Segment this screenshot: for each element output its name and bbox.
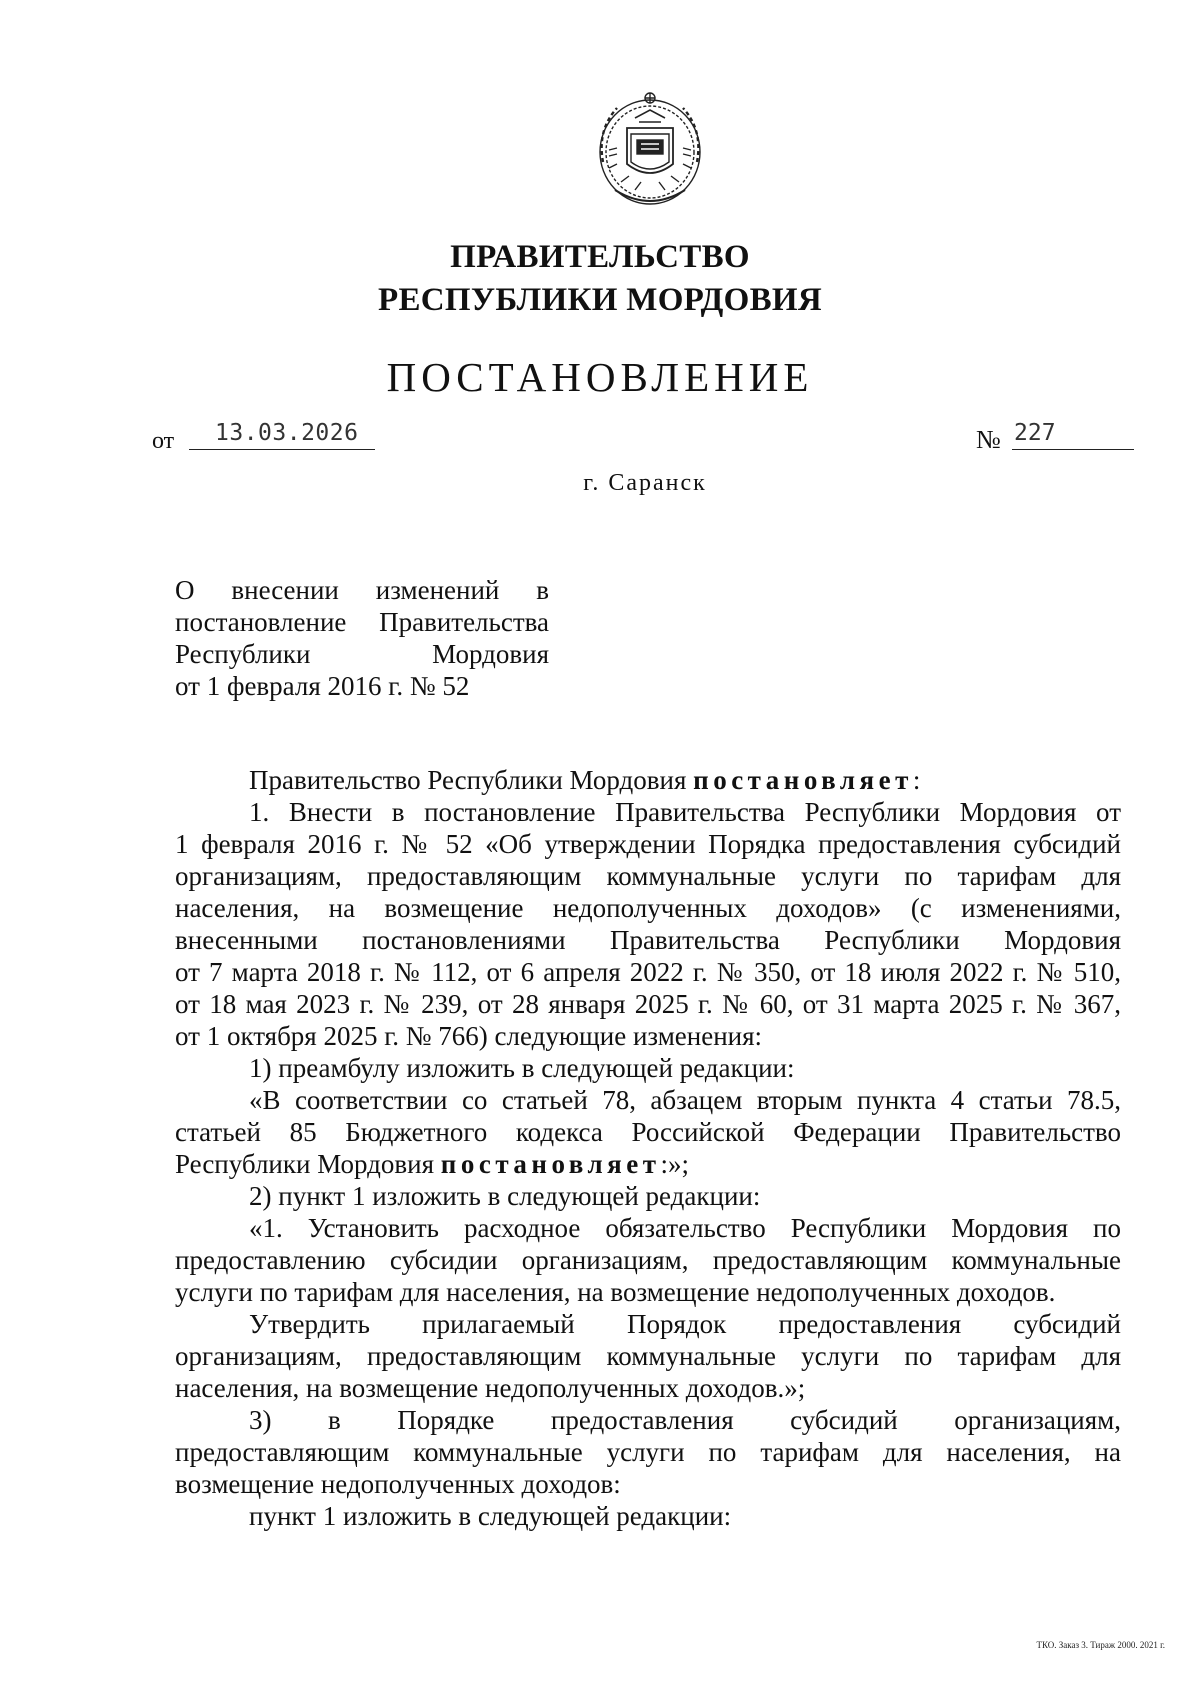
body-line	[175, 764, 1121, 796]
body-line	[175, 1308, 1121, 1340]
emphasized-text: постановляет	[693, 765, 913, 795]
body-line	[175, 1212, 1121, 1244]
body-line	[175, 860, 1121, 892]
body-line	[175, 988, 1121, 1020]
body-text-run: Республики Мордовия	[175, 1149, 441, 1179]
body-line	[175, 1500, 1121, 1532]
body-line	[175, 1148, 1121, 1180]
body-line	[175, 828, 1121, 860]
body-line	[175, 1020, 1121, 1052]
subject-line: постановление Правительства	[175, 607, 549, 637]
body-text-run: пункт 1 изложить в следующей редакции:	[249, 1501, 732, 1531]
body-text-run: от 1 октября 2025 г. № 766) следующие изменения:	[175, 1021, 763, 1051]
document-subject	[175, 574, 549, 702]
date-value: 13.03.2026	[189, 418, 375, 450]
body-line	[175, 924, 1121, 956]
government-title-line1: ПРАВИТЕЛЬСТВО	[450, 239, 750, 275]
body-line	[175, 1404, 1121, 1436]
number-value: 227	[1012, 418, 1134, 450]
body-line	[175, 1116, 1121, 1148]
body-text-run: услуги по тарифам для населения, на возмещение недополученных доходов.	[175, 1277, 1056, 1307]
subject-line: Республики Мордовия	[175, 639, 549, 669]
body-line	[175, 796, 1121, 828]
body-text-run: «В соответствии со статьей 78, абзацем вторым пункта 4 статьи 78.5,	[249, 1085, 1121, 1115]
date-label: от	[152, 428, 175, 454]
body-text-run: организациям, предоставляющим коммунальные услуги по тарифам для	[175, 861, 1121, 891]
body-line	[175, 956, 1121, 988]
body-line	[175, 1436, 1121, 1468]
government-title-line2: РЕСПУБЛИКИ МОРДОВИЯ	[377, 282, 822, 318]
body-text-run: Правительство Республики Мордовия	[249, 765, 694, 795]
body-text-run: возмещение недополученных доходов:	[175, 1469, 621, 1499]
body-text-run: предоставляющим коммунальные услуги по тарифам для населения, на	[175, 1437, 1121, 1467]
body-line	[175, 1340, 1121, 1372]
body-text-run: статьей 85 Бюджетного кодекса Российской Федерации Правительство	[175, 1117, 1121, 1147]
body-text-run: 1 февраля 2016 г. № 52 «Об утверждении Порядка предоставления субсидий	[175, 829, 1121, 859]
body-text-run: населения, на возмещение недополученных доходов.»;	[175, 1373, 806, 1403]
body-text-run: населения, на возмещение недополученных доходов» (с изменениями,	[175, 893, 1121, 923]
coat-of-arms-emblem	[595, 90, 705, 210]
emphasized-text: постановляет	[440, 1149, 661, 1179]
body-line	[175, 1052, 1121, 1084]
body-text-run: 2) пункт 1 изложить в следующей редакции:	[249, 1181, 761, 1211]
body-text-run: от 7 марта 2018 г. № 112, от 6 апреля 2022 г. № 350, от 18 июля 2022 г. № 510,	[175, 957, 1121, 987]
document-body	[175, 764, 1121, 1532]
body-text-run: :»;	[660, 1149, 690, 1179]
body-line	[175, 1468, 1121, 1500]
body-text-run: 1) преамбулу изложить в следующей редакции:	[249, 1053, 795, 1083]
body-text-run: от 18 мая 2023 г. № 239, от 28 января 2025 г. № 60, от 31 марта 2025 г. № 367,	[175, 989, 1121, 1019]
city-name: г. Саранск	[583, 470, 707, 496]
subject-line: О внесении изменений в	[175, 575, 549, 605]
body-text-run: 1. Внести в постановление Правительства Республики Мордовия от	[249, 797, 1121, 827]
number-label: №	[976, 425, 1001, 454]
document-type-title: ПОСТАНОВЛЕНИЕ	[386, 354, 814, 400]
print-footer: ТКО. Заказ 3. Тираж 2000. 2021 г.	[1036, 1640, 1165, 1650]
body-text-run: 3) в Порядке предоставления субсидий организациям,	[249, 1405, 1121, 1435]
body-line	[175, 1276, 1121, 1308]
subject-line: от 1 февраля 2016 г. № 52	[175, 671, 470, 701]
body-text-run: организациям, предоставляющим коммунальные услуги по тарифам для	[175, 1341, 1121, 1371]
body-text-run: Утвердить прилагаемый Порядок предоставления субсидий	[249, 1309, 1121, 1339]
body-text-run: предоставлению субсидии организациям, предоставляющим коммунальные	[175, 1245, 1121, 1275]
body-line	[175, 1084, 1121, 1116]
body-line	[175, 892, 1121, 924]
body-line	[175, 1372, 1121, 1404]
body-line	[175, 1180, 1121, 1212]
body-line	[175, 1244, 1121, 1276]
body-text-run: «1. Установить расходное обязательство Республики Мордовия по	[249, 1213, 1121, 1243]
body-text-run: :	[912, 765, 921, 795]
body-text-run: внесенными постановлениями Правительства Республики Мордовия	[175, 925, 1121, 955]
